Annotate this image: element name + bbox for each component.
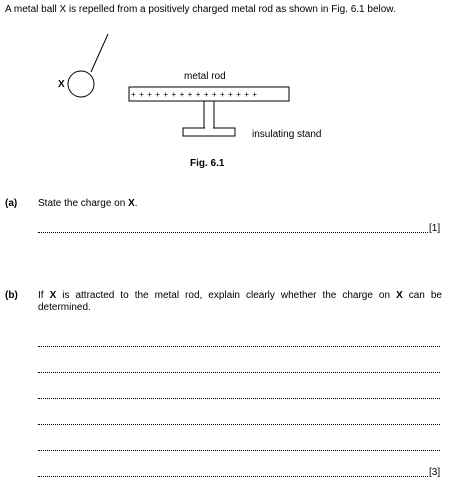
part-a-text-post: . xyxy=(134,198,138,209)
answer-line-a[interactable] xyxy=(38,232,428,233)
rod-charges: + + + + + + + + + + + + + + + + xyxy=(131,90,258,99)
metal-ball xyxy=(68,71,94,97)
rod-label: metal rod xyxy=(184,71,226,82)
stand-label: insulating stand xyxy=(252,129,322,140)
answer-line-b5[interactable] xyxy=(38,450,440,451)
part-b-t2: is attracted to the metal rod, explain clearly whether the charge on xyxy=(56,290,397,301)
ball-label: X xyxy=(58,79,65,90)
intro-text: A metal ball X is repelled from a positively charged metal rod as shown in Fig. 6.1 below. xyxy=(5,4,396,15)
thread-line xyxy=(91,34,108,72)
part-b-label: (b) xyxy=(5,290,18,301)
answer-line-b4[interactable] xyxy=(38,424,440,425)
part-b-question xyxy=(38,290,442,314)
stand-base xyxy=(183,128,235,136)
part-b-x1: X xyxy=(49,290,57,301)
part-a-label: (a) xyxy=(5,198,18,209)
part-b-t3: can be determined. xyxy=(38,290,442,313)
part-b-mark: [3] xyxy=(429,467,441,478)
figure-caption: Fig. 6.1 xyxy=(190,158,225,169)
part-a-text-pre: State the charge on xyxy=(38,198,129,209)
part-a-x: X xyxy=(128,198,135,209)
answer-line-b3[interactable] xyxy=(38,398,440,399)
answer-line-b6[interactable] xyxy=(38,476,428,477)
part-a-mark: [1] xyxy=(429,223,441,234)
part-b-t1: If xyxy=(38,290,50,301)
answer-line-b1[interactable] xyxy=(38,346,440,347)
part-a-question xyxy=(38,198,138,209)
part-b-x2: X xyxy=(396,290,403,301)
answer-line-b2[interactable] xyxy=(38,372,440,373)
